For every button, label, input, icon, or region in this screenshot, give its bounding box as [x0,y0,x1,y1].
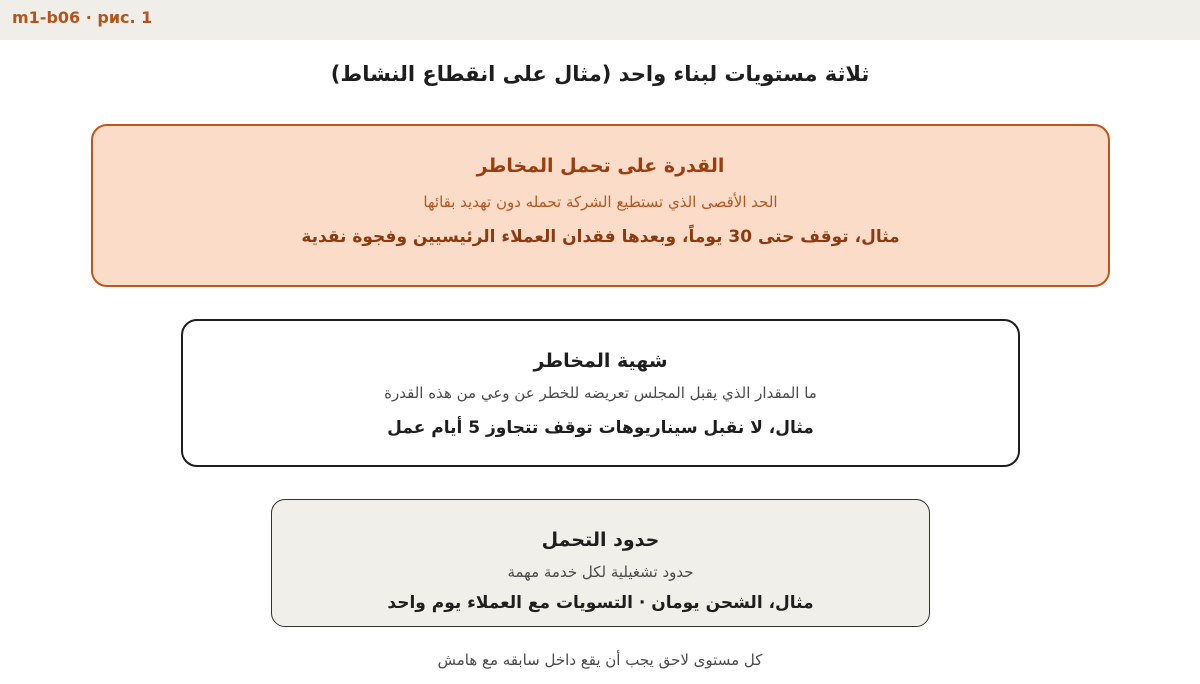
level-heading: حدود التحمل [541,529,660,551]
level-description: ما المقدار الذي يقبل المجلس تعريضه للخطر عن وعي من هذه القدرة [384,384,817,402]
level-heading: القدرة على تحمل المخاطر [476,155,725,177]
level-description: حدود تشغيلية لكل خدمة مهمة [507,563,694,581]
level-risk-tolerance [271,499,930,627]
level-risk-capacity [91,124,1110,287]
level-heading: شهية المخاطر [533,350,668,372]
diagram-title: ثلاثة مستويات لبناء واحد (مثال على انقطاع النشاط) [330,62,870,86]
diagram-footnote: كل مستوى لاحق يجب أن يقع داخل سابقه مع هامش [437,651,763,669]
level-example: مثال، الشحن يومان · التسويات مع العملاء يوم واحد [387,593,814,613]
level-risk-appetite [181,319,1020,467]
level-example: مثال، لا نقبل سيناريوهات توقف تتجاوز 5 أيام عمل [387,418,814,438]
figure-header-bar [0,0,1200,40]
figure-label: m1-b06 · рис. 1 [12,8,153,27]
level-example: مثال، توقف حتى 30 يوماً، وبعدها فقدان العملاء الرئيسيين وفجوة نقدية [301,227,900,247]
level-description: الحد الأقصى الذي تستطيع الشركة تحمله دون تهديد بقائها [423,193,778,211]
